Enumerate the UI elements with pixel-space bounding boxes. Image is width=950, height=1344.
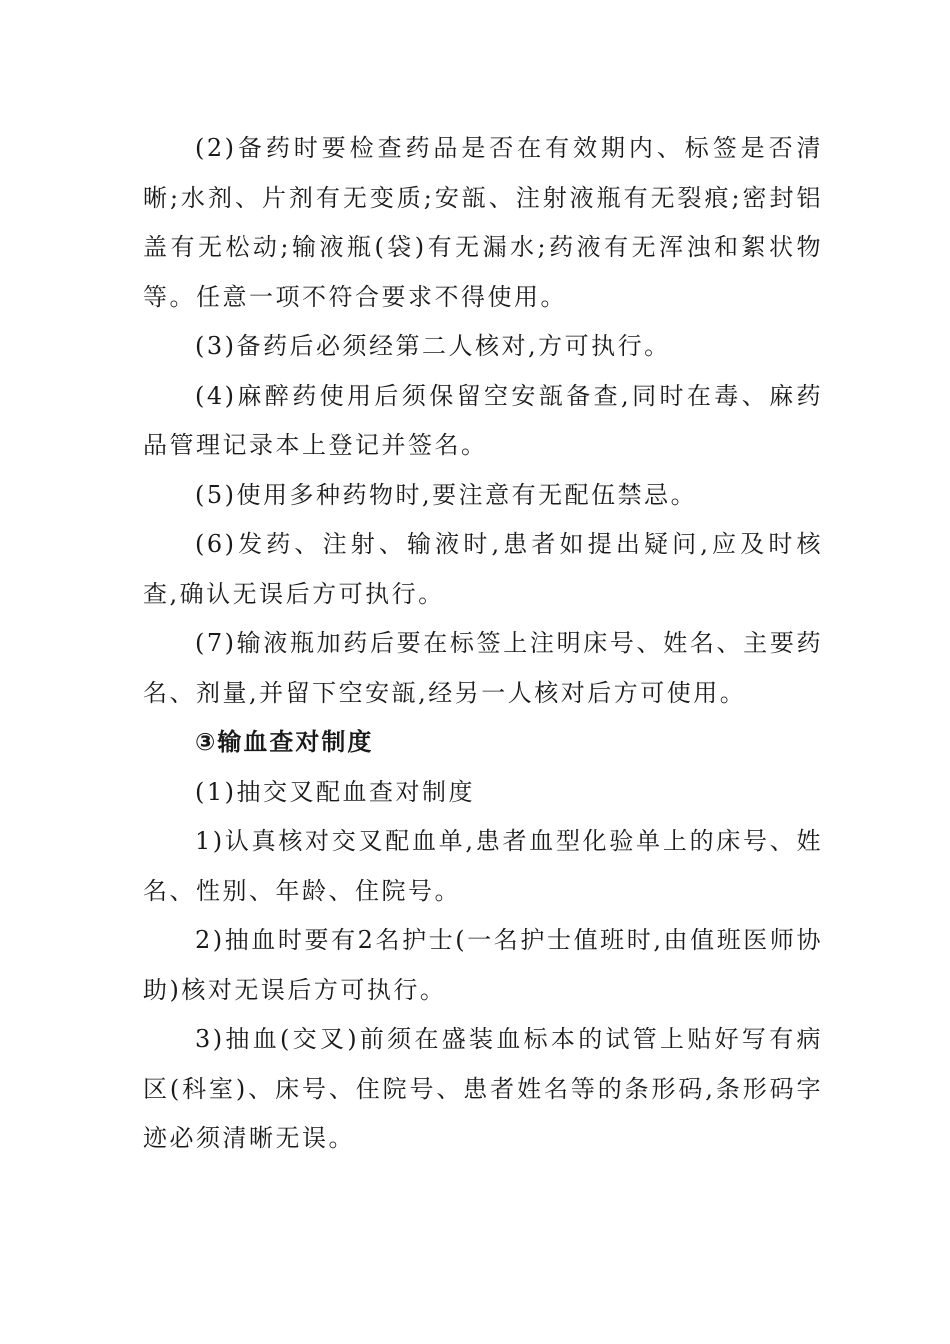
document-body [143, 124, 823, 1164]
list-item-3: 3)抽血(交叉)前须在盛装血标本的试管上贴好写有病区(科室)、床号、住院号、患者姓名等的条形码,条形码字迹必须清晰无误。 [143, 1025, 823, 1152]
list-item-2: 2)抽血时要有2名护士(一名护士值班时,由值班医师协助)核对无误后方可执行。 [143, 926, 823, 1004]
paragraph-item-7: (7)输液瓶加药后要在标签上注明床号、姓名、主要药名、剂量,并留下空安瓿,经另一人核对后方可使用。 [143, 629, 823, 707]
paragraph-item-3: (3)备药后必须经第二人核对,方可执行。 [195, 332, 671, 360]
paragraph-item-6: (6)发药、注射、输液时,患者如提出疑问,应及时核查,确认无误后方可执行。 [143, 530, 823, 608]
list-item-1: 1)认真核对交叉配血单,患者血型化验单上的床号、姓名、性别、年龄、住院号。 [143, 827, 823, 905]
sub-heading: (1)抽交叉配血查对制度 [195, 777, 475, 806]
paragraph-item-4: (4)麻醉药使用后须保留空安瓿备查,同时在毒、麻药品管理记录本上登记并签名。 [143, 381, 823, 459]
paragraph-item-2: (2)备药时要检查药品是否在有效期内、标签是否清晰;水剂、片剂有无变质;安瓿、注射液瓶有无裂痕;密封铝盖有无松动;输液瓶(袋)有无漏水;药液有无浑浊和絮状物等。任意一项不符合要求不得使用。 [143, 134, 823, 311]
paragraph-item-5: (5)使用多种药物时,要注意有无配伍禁忌。 [195, 480, 698, 509]
section-heading: ③输血查对制度 [195, 728, 374, 756]
